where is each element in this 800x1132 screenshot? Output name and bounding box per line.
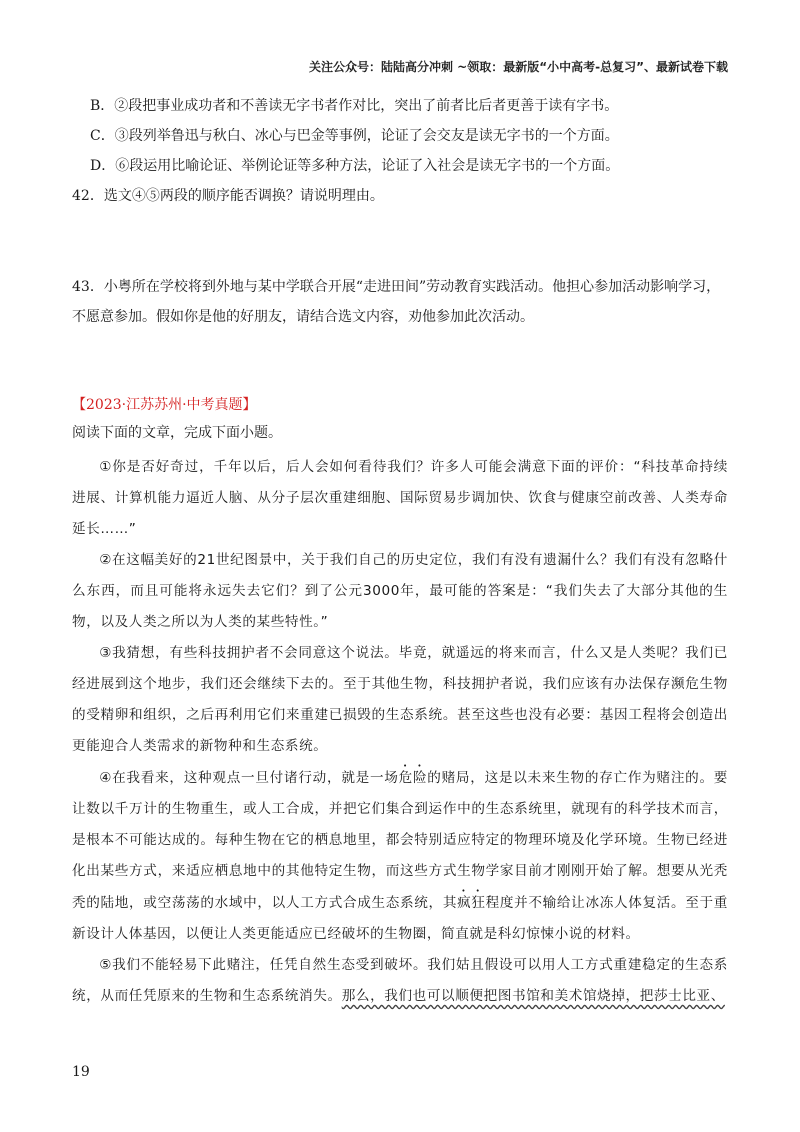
paragraph-5	[72, 950, 728, 1012]
option-c: C．③段列举鲁迅与秋白、冰心与巴金等事例，论证了会交友是读无字书的一个方面。	[90, 128, 619, 144]
passage	[72, 452, 728, 1012]
paragraph-4-part-3: 程度并不输给让冰冻人体复活。至于重新设计人体基因，以便让人类更能适应已经破坏的生物圈，简直就是科幻惊悚小说的材料。	[72, 895, 728, 942]
answer-space-43	[72, 332, 728, 394]
paragraph-4-part-2: 的赌局，这是以未来生物的存亡作为赌注的。要让数以千万计的生物重生，或人工合成，并把它们集合到运作中的生态系统里，就现有的科学技术而言，是根本不可能达成的。每种生物在它的栖息地里，都会特别适应特定的物理环境及化学环境。生物已经进化出某些方式，来适应栖息地中的其他特定生物，而这些方式生物学家目前才刚刚开始了解。想要从光秃秃的陆地，或空荡荡的水域中，以人工方式合成生态系统，其	[72, 770, 728, 911]
paragraph-5-part-1: ⑤我们不能轻易下此赌注，任凭自然生态受到破坏。我们姑且假设可以用人工方式重建稳定的生态系统，从而任凭原来的生物和生态系统消失。	[72, 957, 728, 1004]
option-b: B．②段把事业成功者和不善读无字书者作对比，突出了前者比后者更善于读有字书。	[90, 98, 619, 114]
page-header: 关注公众号：陆陆高分冲刺 ~领取：最新版“小中高考-总复习”、最新试卷下载	[309, 60, 728, 74]
paragraph-3: ③我猜想，有些科技拥护者不会同意这个说法。毕竟，就遥远的将来而言，什么又是人类呢？我们已经进展到这个地步，我们还会继续下去的。至于其他生物，科技拥护者说，我们应该有办法保存濒危生物的受精卵和组织，之后再利用它们来重建已损毁的生态系统。甚至这些也没有必要：基因工程将会创造出更能迎合人类需求的新物种和生态系统。	[72, 645, 728, 754]
emphasized-word-danger: 危险	[398, 770, 428, 786]
page-number: 19	[72, 1064, 90, 1080]
emphasized-word-crazy: 疯狂	[457, 895, 486, 911]
paragraph-4	[72, 762, 728, 950]
paragraph-1: ①你是否好奇过，千年以后，后人会如何看待我们？许多人可能会满意下面的评价：“科技革命持续进展、计算机能力逼近人脑、从分子层次重建细胞、国际贸易步调加快、饮食与健康空前改善、人类寿命延长……”	[72, 459, 728, 537]
reading-instruction: 阅读下面的文章，完成下面小题。	[72, 425, 282, 441]
question-43: 43．小粤所在学校将到外地与某中学联合开展“走进田间”劳动教育实践活动。他担心参加活动影响学习，不愿意参加。假如你是他的好朋友，请结合选文内容，劝他参加此次活动。	[72, 279, 721, 325]
wavy-underlined-sentence: 那么，我们也可以顺便把图书馆和美术馆烧掉，把莎士比亚、	[341, 988, 725, 1004]
page-content	[72, 96, 728, 1012]
option-d: D．⑥段运用比喻论证、举例论证等多种方法，论证了入社会是读无字书的一个方面。	[90, 158, 620, 174]
answer-space-42	[72, 216, 728, 272]
source-tag: 【2023·江苏苏州·中考真题】	[72, 397, 257, 413]
question-42: 42．选文④⑤两段的顺序能否调换？请说明理由。	[72, 188, 384, 204]
paragraph-4-part-1: ④在我看来，这种观点一旦付诸行动，就是一场	[99, 770, 399, 786]
paragraph-2: ②在这幅美好的21世纪图景中，关于我们自己的历史定位，我们有没有遗漏什么？我们有没有忽略什么东西，而且可能将永远失去它们？到了公元3000年，最可能的答案是：“我们失去了大部分其他的生物，以及人类之所以为人类的某些特性。”	[72, 552, 728, 630]
